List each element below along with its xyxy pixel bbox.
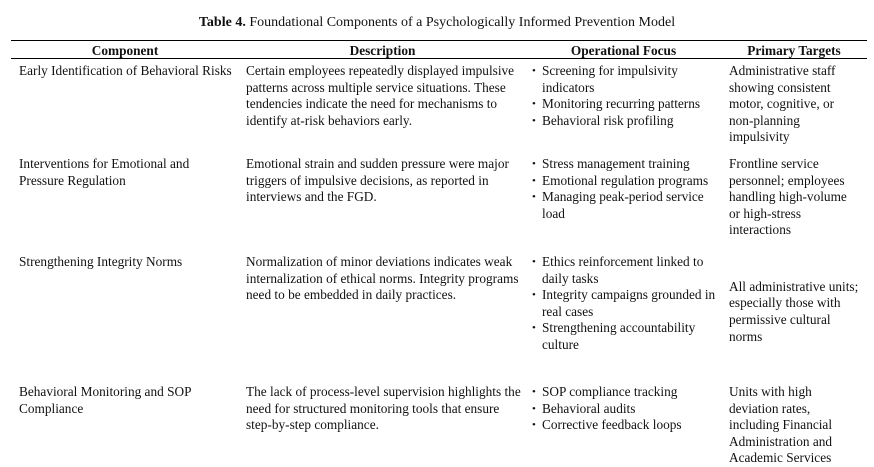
focus-cell — [526, 254, 721, 384]
table-header-row — [11, 41, 867, 59]
targets-cell: Units with high deviation rates, including Financial Administration and Academic Services — [729, 384, 833, 466]
description-cell: The lack of process-level supervision highlights the need for structured monitoring tools that ensure step-by-step compliance. — [246, 384, 521, 433]
targets-cell: Administrative staff showing consistent motor, cognitive, or non-planning impulsivity — [729, 63, 836, 145]
focus-item: • Ethics reinforcement linked to daily tasks — [532, 254, 717, 287]
focus-item: • Monitoring recurring patterns — [532, 96, 717, 113]
focus-item: • Emotional regulation programs — [532, 173, 717, 190]
component-cell: Interventions for Emotional and Pressure Regulation — [19, 156, 190, 188]
focus-cell — [526, 156, 721, 254]
table-row — [11, 384, 867, 467]
description-cell: Certain employees repeatedly displayed impulsive patterns across multiple service situations. These tendencies indicate the need for mechanisms to identify at-risk behaviors early. — [246, 63, 515, 128]
focus-item: • Stress management training — [532, 156, 717, 173]
table-row — [11, 156, 867, 254]
focus-item: • Corrective feedback loops — [532, 417, 717, 434]
description-cell: Emotional strain and sudden pressure were major triggers of impulsive decisions, as reported in interviews and the FGD. — [246, 156, 509, 205]
focus-cell — [526, 384, 721, 467]
header-description: Description — [239, 41, 526, 59]
targets-cell: All administrative units; especially those with permissive cultural norms — [729, 278, 859, 344]
table-row — [11, 254, 867, 384]
targets-cell: Frontline service personnel; employees handling high-volume or high-stress interactions — [729, 156, 847, 238]
focus-list — [532, 156, 717, 222]
header-component: Component — [11, 41, 239, 59]
header-primary-targets: Primary Targets — [721, 41, 867, 59]
focus-item: • Integrity campaigns grounded in real cases — [532, 287, 717, 320]
header-operational-focus: Operational Focus — [526, 41, 721, 59]
focus-item: • Managing peak-period service load — [532, 189, 717, 222]
focus-item: • Screening for impulsivity indicators — [532, 63, 717, 96]
component-cell: Early Identification of Behavioral Risks — [19, 63, 232, 78]
component-cell: Strengthening Integrity Norms — [19, 254, 183, 269]
focus-list — [532, 384, 717, 434]
table-caption-title: Foundational Components of a Psychologically Informed Prevention Model — [249, 15, 676, 30]
table-caption — [0, 14, 874, 32]
focus-list — [532, 63, 717, 129]
component-cell: Behavioral Monitoring and SOP Compliance — [19, 384, 191, 416]
focus-item: • Strengthening accountability culture — [532, 320, 717, 353]
table-row — [11, 59, 867, 157]
description-cell: Normalization of minor deviations indicates weak internalization of ethical norms. Integrity programs need to be embedded in daily practices. — [246, 254, 519, 303]
focus-item: • Behavioral risk profiling — [532, 113, 717, 130]
focus-item: • SOP compliance tracking — [532, 384, 717, 401]
table-caption-label: Table 4. — [198, 15, 246, 30]
focus-item: • Behavioral audits — [532, 401, 717, 418]
focus-list — [532, 254, 717, 354]
focus-cell — [526, 59, 721, 157]
components-table — [11, 40, 867, 467]
